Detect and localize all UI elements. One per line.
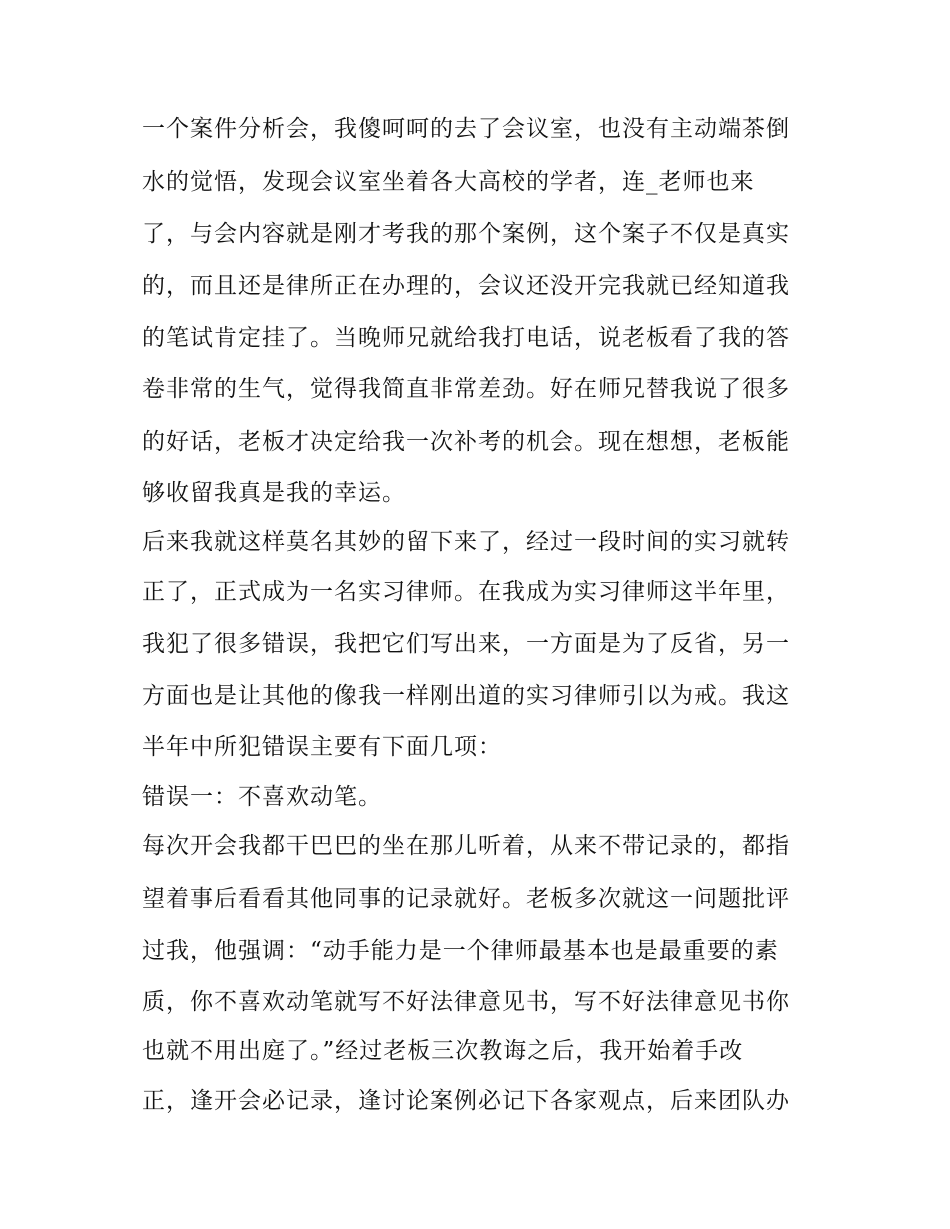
text-line: 我犯了很多错误，我把它们写出来，一方面是为了反省，另一	[142, 631, 790, 657]
text-line: 的好话，老板才决定给我一次补考的机会。现在想想，老板能	[142, 429, 790, 455]
text-line: 水的觉悟，发现会议室坐着各大高校的学者，连_老师也来	[142, 169, 755, 195]
text-line: 每次开会我都干巴巴的坐在那儿听着，从来不带记录的，都指	[142, 833, 790, 859]
text-line: 一个案件分析会，我傻呵呵的去了会议室，也没有主动端茶倒	[142, 116, 790, 142]
text-line: 了，与会内容就是刚才考我的那个案例，这个案子不仅是真实	[142, 221, 790, 247]
section-heading: 错误一：不喜欢动笔。	[142, 784, 382, 810]
text-line: 的，而且还是律所正在办理的，会议还没开完我就已经知道我	[142, 273, 790, 299]
text-line: 过我，他强调：“动手能力是一个律师最基本也是最重要的素	[142, 938, 779, 964]
text-line: 够收留我真是我的幸运。	[142, 480, 406, 506]
text-line: 也就不用出庭了。”经过老板三次教诲之后，我开始着手改	[142, 1038, 744, 1064]
text-line: 方面也是让其他的像我一样刚出道的实习律师引以为戒。我这	[142, 683, 790, 709]
text-line: 正，逢开会必记录，逢讨论案例必记下各家观点，后来团队办	[142, 1088, 790, 1114]
text-line: 半年中所犯错误主要有下面几项：	[142, 734, 502, 760]
text-line: 望着事后看看其他同事的记录就好。老板多次就这一问题批评	[142, 886, 790, 912]
text-line: 质，你不喜欢动笔就写不好法律意见书，写不好法律意见书你	[142, 989, 790, 1015]
text-line: 的笔试肯定挂了。当晚师兄就给我打电话，说老板看了我的答	[142, 325, 790, 351]
text-line: 卷非常的生气，觉得我简直非常差劲。好在师兄替我说了很多	[142, 376, 790, 402]
text-line: 正了，正式成为一名实习律师。在我成为实习律师这半年里，	[142, 579, 790, 605]
text-line: 后来我就这样莫名其妙的留下来了，经过一段时间的实习就转	[142, 529, 790, 555]
